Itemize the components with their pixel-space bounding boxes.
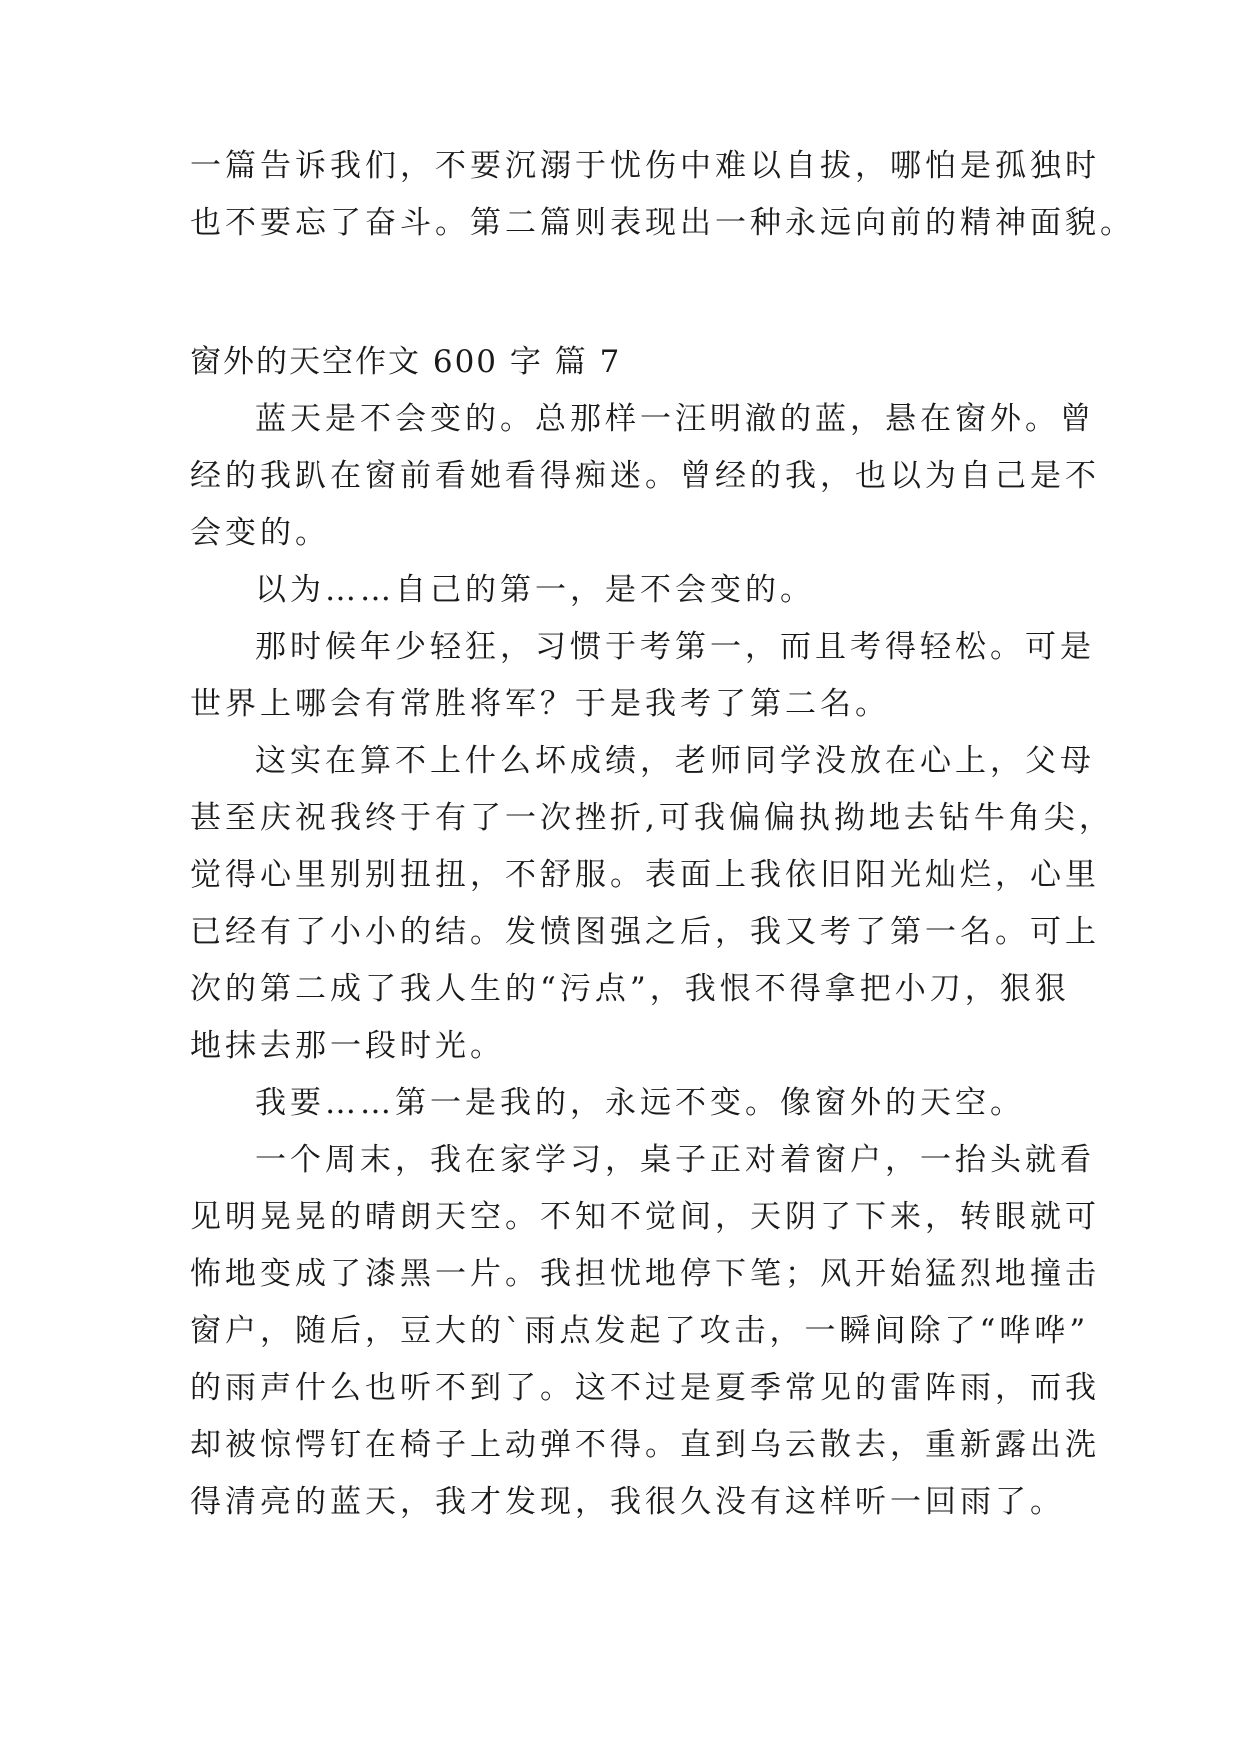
text-line: 的雨声什么也听不到了。这不过是夏季常见的雷阵雨，而我 [190,1370,1100,1406]
section-heading: 窗外的天空作文 600 字 篇 7 [190,344,622,380]
paragraph-first-line: 那时候年少轻狂，习惯于考第一，而且考得轻松。可是 [255,629,1095,665]
text-line: 得清亮的蓝天，我才发现，我很久没有这样听一回雨了。 [190,1484,1065,1520]
text-line: 也不要忘了奋斗。第二篇则表现出一种永远向前的精神面貌。 [190,205,1135,241]
text-line: 见明晃晃的晴朗天空。不知不觉间，天阴了下来，转眼就可 [190,1199,1100,1235]
text-line: 世界上哪会有常胜将军？于是我考了第二名。 [190,686,890,722]
paragraph-first-line: 一个周末，我在家学习，桌子正对着窗户，一抬头就看 [255,1142,1095,1178]
paragraph-first-line: 蓝天是不会变的。总那样一汪明澈的蓝，悬在窗外。曾 [255,401,1095,437]
text-line: 已经有了小小的结。发愤图强之后，我又考了第一名。可上 [190,914,1100,950]
text-line: 次的第二成了我人生的“污点”，我恨不得拿把小刀，狠狠 [190,971,1070,1007]
paragraph-first-line: 我要……第一是我的，永远不变。像窗外的天空。 [255,1085,1025,1121]
text-line: 地抹去那一段时光。 [190,1028,505,1064]
text-line: 却被惊愕钉在椅子上动弹不得。直到乌云散去，重新露出洗 [190,1427,1100,1463]
text-line: 怖地变成了漆黑一片。我担忧地停下笔；风开始猛烈地撞击 [190,1256,1100,1292]
text-line: 甚至庆祝我终于有了一次挫折,可我偏偏执拗地去钻牛角尖， [190,800,1114,836]
text-line: 窗户，随后，豆大的`雨点发起了攻击，一瞬间除了“哗哗” [190,1313,1090,1349]
text-line: 经的我趴在窗前看她看得痴迷。曾经的我，也以为自己是不 [190,458,1100,494]
text-line: 一篇告诉我们，不要沉溺于忧伤中难以自拔，哪怕是孤独时 [190,148,1100,184]
text-line: 会变的。 [190,515,330,551]
paragraph-first-line: 以为……自己的第一，是不会变的。 [255,572,815,608]
paragraph-first-line: 这实在算不上什么坏成绩，老师同学没放在心上，父母 [255,743,1095,779]
text-line: 觉得心里别别扭扭，不舒服。表面上我依旧阳光灿烂，心里 [190,857,1100,893]
